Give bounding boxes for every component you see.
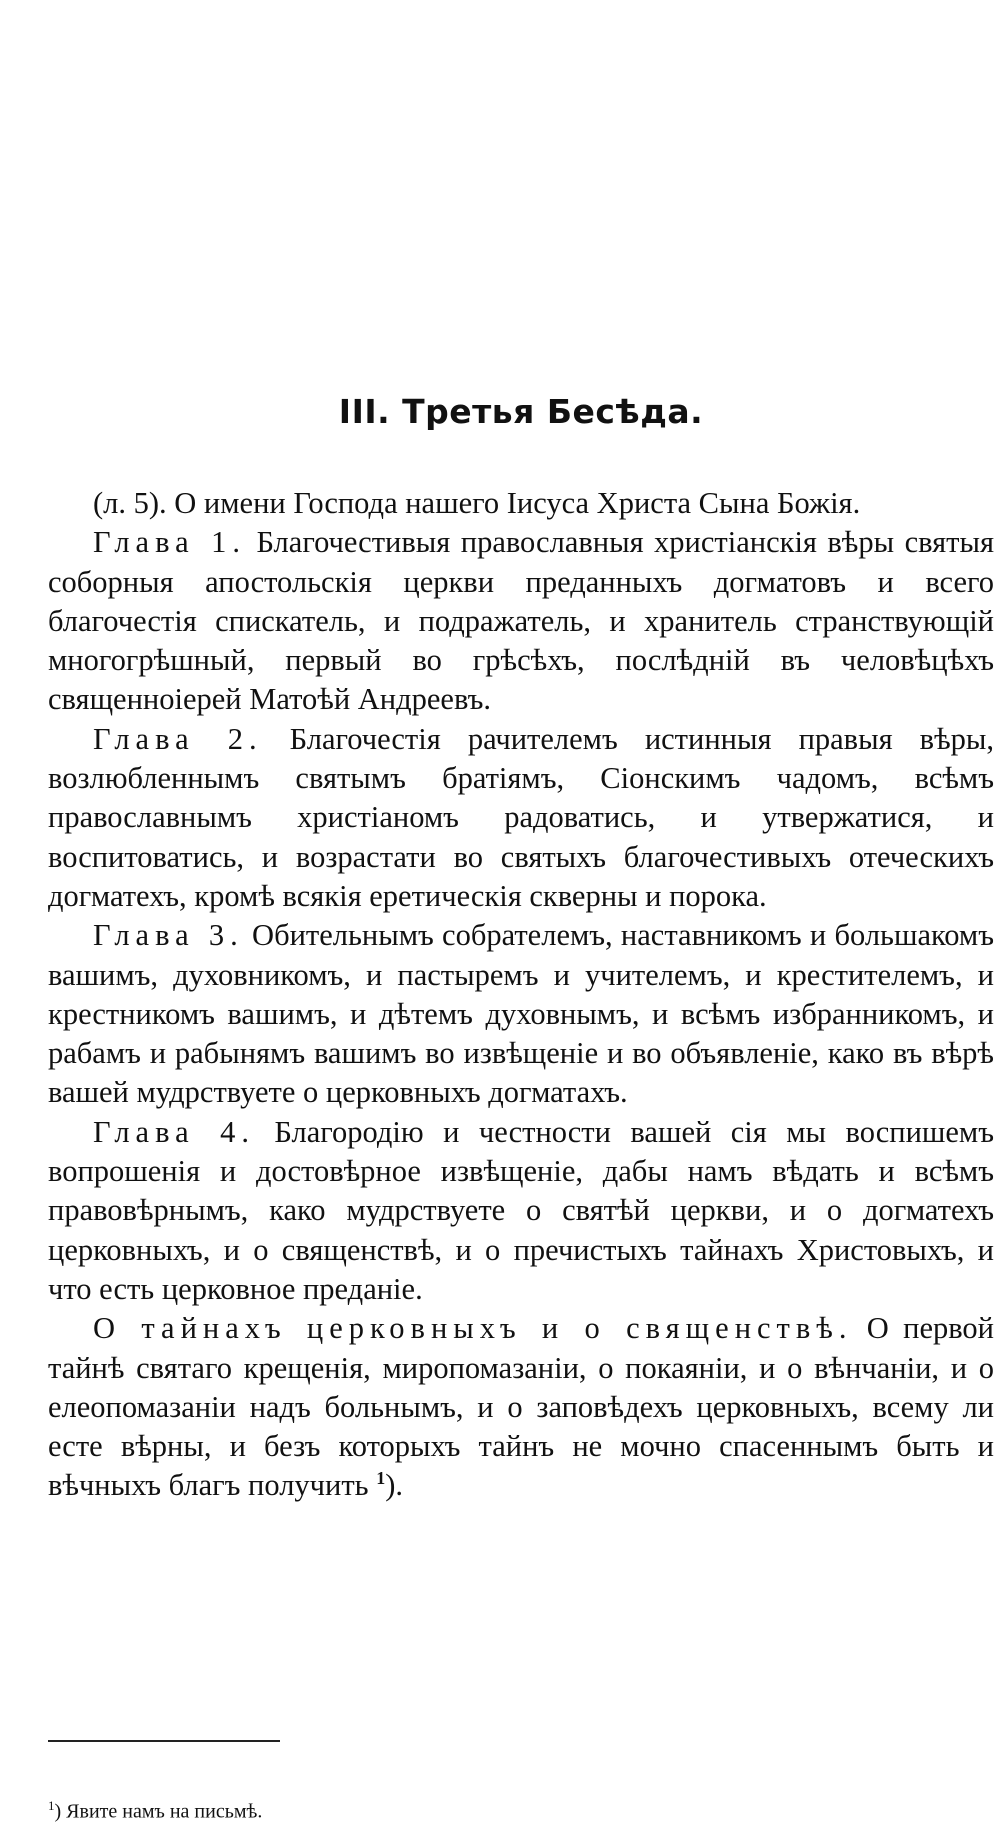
chapter-4-label: Глава 4. [93,1114,255,1149]
intro-paragraph: (л. 5). О имени Господа нашего Іисуса Христа Сына Божія. [93,486,861,520]
chapter-4-text: Благородію и честности вашей сія мы воспишемъ вопрошенія и достовѣрное извѣщеніе, дабы намъ вѣдать и всѣмъ правовѣрнымъ, како мудрствуете о святѣй церкви, и о догматехъ церковныхъ, и о священствѣ, и о пречистыхъ тайнахъ Христовыхъ, и что есть церковное преданіе. [48,1114,994,1306]
sacraments-paragraph [48,1309,994,1505]
footnote-number: 1 [48,1798,55,1813]
sacraments-label: О тайнахъ церковныхъ и о священствѣ. [93,1311,853,1346]
footnote-text: Явите намъ на письмѣ. [61,1800,263,1823]
document-page [48,0,994,1826]
chapter-3-label: Глава 3. [93,918,244,953]
chapter-1-paragraph [48,523,994,719]
chapter-3-paragraph [48,916,994,1112]
chapter-2-paragraph [48,720,994,916]
body-text [48,484,994,1506]
section-title: III. Третья Бесѣда. [338,392,704,431]
chapter-3-text: Обительнымъ собрателемъ, наставникомъ и большакомъ вашимъ, духовникомъ, и пастыремъ и учителемъ, и крестителемъ, и крестникомъ вашимъ, и дѣтемъ духовнымъ, и всѣмъ избранникомъ, и рабамъ и рабынямъ вашимъ во извѣщеніе и во объявленіе, како въ вѣрѣ вашей мудрствуете о церковныхъ догматахъ. [48,918,994,1110]
footnote-reference: 1 [376,1468,386,1489]
chapter-1-text: Благочестивыя православныя христіанскія вѣры святыя соборныя апостольскія церкви преданныхъ догматовъ и всего благочестія спискатель, и подражатель, и хранитель странствующій многогрѣшный, первый во грѣсѣхъ, послѣдній въ человѣцѣхъ священноіерей Матоѣй Андреевъ. [48,525,994,717]
chapter-4-paragraph [48,1113,994,1309]
chapter-2-label: Глава 2. [93,721,263,756]
chapter-2-text: Благочестія рачителемъ истинныя правыя вѣры, возлюбленнымъ святымъ братіямъ, Сіонскимъ чадомъ, всѣмъ православнымъ христіаномъ радоватись, и утвержатися, и воспитоватись, и возрастати во святыхъ благочестивыхъ отеческихъ догматехъ, кромѣ всякія еретическія скверны и порока. [48,721,995,913]
footnote [48,1794,262,1824]
sacraments-end: ). [385,1468,403,1503]
chapter-1-label: Глава 1. [93,525,246,560]
sacraments-text: О первой тайнѣ святаго крещенія, миропомазаніи, о покаяніи, и о вѣнчаніи, и о елеопомазаніи надъ больнымъ, и о заповѣдехъ церковныхъ, всему ли есте вѣрны, и безъ которыхъ тайнъ не мочно спасеннымъ быть и вѣчныхъ благъ получить [48,1311,994,1503]
footnote-bracket: ) [54,1800,62,1823]
footnote-divider [48,1740,280,1742]
